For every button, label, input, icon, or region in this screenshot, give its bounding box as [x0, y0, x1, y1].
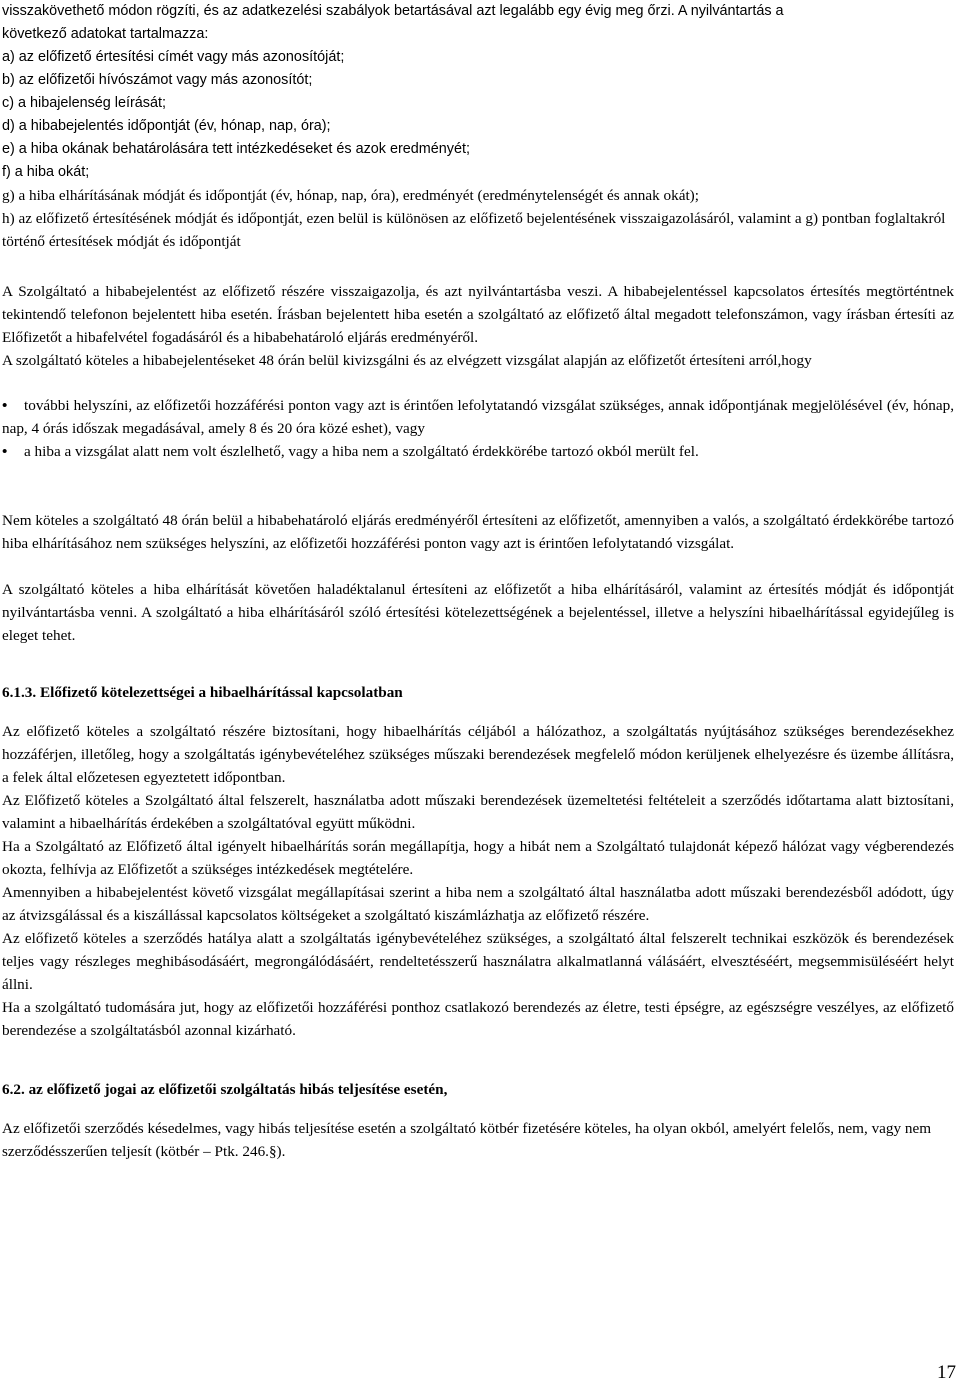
paragraph: Az Előfizető köteles a Szolgáltató által felszerelt, használatba adott műszaki berendezések üzemeltetési feltételeit a szerződés időtartama alatt biztosítani, valamint a hibaelhárítás érdekében a szolgáltatóval együtt működni. [2, 792, 954, 832]
paragraph: Nem köteles a szolgáltató 48 órán belül a hibabehatároló eljárás eredményéről értesíteni az előfizetőt, amennyiben a valós, a szolgáltató érdekkörébe tartozó hiba elhárításához nem szükséges helyszíni, az előfizetői hozzáférési ponton vagy azt is érintően lefolytatandó vizsgálat. [2, 512, 954, 552]
paragraph: Ha a Szolgáltató az Előfizető által igényelt hibaelhárítás során megállapítja, hogy a hibát nem a Szolgáltató tulajdonát képező hálózat vagy végberendezés okozta, felhívja az Előfizetőt a szükséges intézkedések megtételére. [2, 838, 954, 878]
list-item: h) az előfizető értesítésének módját és időpontját, ezen belül is különösen az előfizető bejelentésének visszaigazolásáról, valamint a g) pontban foglaltakról történő értesítések módját és időpontját [2, 210, 946, 250]
intro-line: következő adatokat tartalmazza: [2, 26, 209, 42]
paragraph: Az előfizető köteles a szerződés hatálya alatt a szolgáltatás igénybevételéhez szükséges, a szolgáltató által felszerelt technikai eszközök és berendezések teljes vagy részleges meghibásodásáért, megrongálódásáért, rendeltetésszerű használatra alkalmatlanná válásáért, elvesztéséért, megsemmisüléséért helyt állni. [2, 930, 954, 993]
paragraph: Amennyiben a hibabejelentést követő vizsgálat megállapításai szerint a hiba nem a szolgáltató által használatba adott műszaki berendezésből adódott, úgy az átvizsgálással és a kiszállással kapcsolatos költségeket a szolgáltató kiszámlázhatja az előfizető részére. [2, 884, 954, 924]
paragraph: A szolgáltató köteles a hibabejelentéseket 48 órán belül kivizsgálni és az elvégzett vizsgálat alapján az előfizetőt értesíteni arról,hogy [2, 352, 812, 369]
paragraph: Az előfizető köteles a szolgáltató részére biztosítani, hogy hibaelhárítás céljából a hálózathoz, a szolgáltatás nyújtásához szükséges berendezésekhez hozzáférjen, illetőleg, hogy a szolgáltatás igénybevételéhez szükséges műszaki berendezések megfelelő módon kerüljenek elhelyezésre és üzembe állításra, a felek által előzetesen egyeztetett időpontban. [2, 723, 954, 786]
list-item: c) a hibajelenség leírását; [2, 95, 166, 111]
section-heading: 6.2. az előfizető jogai az előfizetői szolgáltatás hibás teljesítése esetén, [2, 1081, 448, 1098]
bullet-icon: • [2, 443, 8, 460]
list-item: g) a hiba elhárításának módját és időpontját (év, hónap, nap, óra), eredményét (eredménytelenségét és annak okát); [2, 187, 699, 204]
bullet-item [2, 394, 954, 440]
bullet-text: további helyszíni, az előfizetői hozzáférési ponton vagy azt is érintően lefolytatandó vizsgálat szükséges, annak időpontjának megjelölésével (év, hónap, nap, 4 órás időszak megadásával, amely 8 és 20 óra közé eshet), vagy [2, 397, 954, 437]
list-item: f) a hiba okát; [2, 164, 90, 180]
paragraph: Az előfizetői szerződés késedelmes, vagy hibás teljesítése esetén a szolgáltató kötbér fizetésére köteles, ha olyan okból, amelyért felelős, nem, vagy nem szerződésszerűen teljesít (kötbér – Ptk. 246.§). [2, 1120, 932, 1160]
bullet-icon: • [2, 397, 8, 414]
list-item: d) a hibabejelentés időpontját (év, hónap, nap, óra); [2, 118, 331, 134]
paragraph: A Szolgáltató a hibabejelentést az előfizető részére visszaigazolja, és azt nyilvántartásba veszi. A hibabejelentéssel kapcsolatos értesítés megtörténtnek tekintendő telefonon bejelentett hiba esetén. Írásban bejelentett hiba esetén a szolgáltató az előfizető által megadott telefonszámon, vagy írásban értesíti az Előfizetőt a hibafelvétel fogadásáról és a hibabehatároló eljárás eredményéről. [2, 283, 954, 346]
paragraph: Ha a szolgáltató tudomására jut, hogy az előfizetői hozzáférési ponthoz csatlakozó berendezés az életre, testi épségre, az egészségre veszélyes, az előfizető berendezése a szolgáltatásból azonnal kizárható. [2, 999, 954, 1039]
intro-line: visszakövethető módon rögzíti, és az adatkezelési szabályok betartásával azt legalább egy évig meg őrzi. A nyilvántartás a [2, 3, 784, 19]
record-contents-list [2, 0, 954, 184]
paragraph: A szolgáltató köteles a hiba elhárítását követően haladéktalanul értesíteni az előfizetőt a hiba elhárításáról, valamint az értesítés módját és időpontját nyilvántartásba venni. A szolgáltató a hiba elhárításáról szóló értesítési kötelezettségének a bejelentéssel, illetve a helyszíni hibaelhárítással egyidejűleg is eleget tehet. [2, 581, 954, 644]
list-item: a) az előfizető értesítési címét vagy más azonosítóját; [2, 49, 345, 65]
list-item: e) a hiba okának behatárolására tett intézkedéseket és azok eredményét; [2, 141, 470, 157]
bullet-item [2, 440, 954, 463]
list-item: b) az előfizetői hívószámot vagy más azonosítót; [2, 72, 313, 88]
page-number: 17 [937, 1362, 956, 1383]
document-page [2, 0, 954, 1163]
bullet-text: a hiba a vizsgálat alatt nem volt észlelhető, vagy a hiba nem a szolgáltató érdekkörébe tartozó okból merült fel. [24, 443, 699, 460]
section-heading: 6.1.3. Előfizető kötelezettségei a hibaelhárítással kapcsolatban [2, 684, 403, 701]
